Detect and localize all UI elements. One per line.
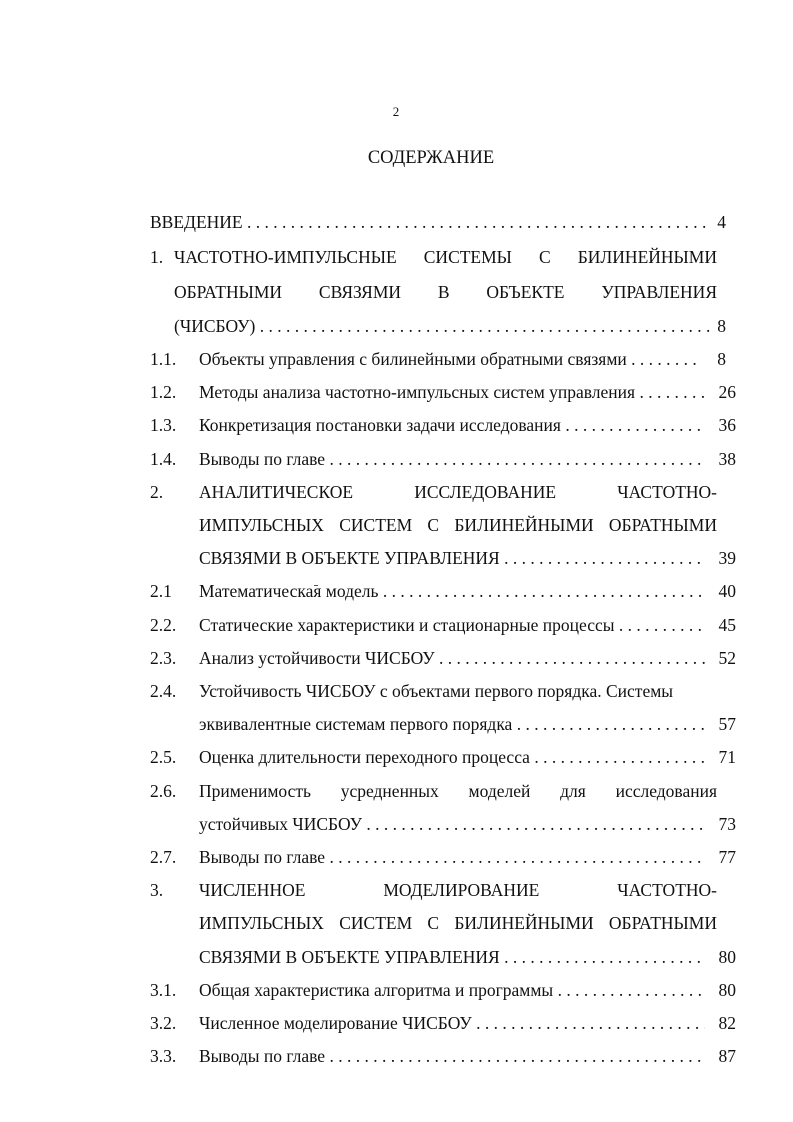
chapter-1-title-line1[interactable]: ЧАСТОТНО-ИМПУЛЬСНЫЕ СИСТЕМЫ С БИЛИНЕЙНЫМИ — [174, 247, 717, 267]
section-page: 45 — [718, 615, 736, 635]
section-number: 2.7. — [150, 847, 177, 867]
section-number: 2.6. — [150, 781, 177, 801]
section-number: 1.3. — [150, 415, 177, 435]
chapter-3-title-line1[interactable]: ЧИСЛЕННОЕ МОДЕЛИРОВАНИЕ ЧАСТОТНО- — [199, 880, 717, 900]
section-number: 2.5. — [150, 747, 177, 767]
chapter-1-page: 8 — [717, 316, 726, 336]
section-page: 82 — [718, 1013, 736, 1033]
chapter-2-page: 39 — [718, 548, 736, 568]
chapter-1-title-line2[interactable]: ОБРАТНЫМИ СВЯЗЯМИ В ОБЪЕКТЕ УПРАВЛЕНИЯ — [174, 282, 717, 302]
chapter-1-title-line3[interactable]: (ЧИСБОУ) . . . — [174, 315, 710, 337]
section-page: 80 — [718, 980, 736, 1000]
chapter-2-title-line3[interactable]: СВЯЗЯМИ В ОБЪЕКТЕ УПРАВЛЕНИЯ . . . — [199, 547, 705, 569]
toc-entry-2-6-line2[interactable]: устойчивых ЧИСБОУ . . . — [199, 813, 705, 835]
chapter-2-title-line1[interactable]: АНАЛИТИЧЕСКОЕ ИССЛЕДОВАНИЕ ЧАСТОТНО- — [199, 482, 717, 502]
toc-entry-1-4[interactable]: Выводы по главе . . . — [199, 448, 705, 470]
toc-entry-2-3[interactable]: Анализ устойчивости ЧИСБОУ . . . — [199, 647, 705, 669]
chapter-1-number: 1. — [150, 247, 164, 267]
section-page: 38 — [718, 449, 736, 469]
section-number: 2.2. — [150, 615, 177, 635]
toc-entry-2-4-line2[interactable]: эквивалентные системам первого порядка . . . — [199, 713, 705, 735]
toc-entry-3-3[interactable]: Выводы по главе . . . — [199, 1045, 705, 1067]
toc-entry-title: ВВЕДЕНИЕ . . . — [150, 212, 710, 232]
toc-entry-1-1[interactable]: Объекты управления с билинейными обратными связями . . . — [199, 348, 697, 370]
toc-heading: СОДЕРЖАНИЕ — [367, 148, 495, 168]
section-page: 26 — [718, 382, 736, 402]
section-page: 87 — [718, 1046, 736, 1066]
section-number: 1.4. — [150, 449, 177, 469]
section-number: 1.1. — [150, 349, 177, 369]
toc-entry-3-1[interactable]: Общая характеристика алгоритма и программы . . . — [199, 979, 705, 1001]
chapter-2-title-line2[interactable]: ИМПУЛЬСНЫХ СИСТЕМ С БИЛИНЕЙНЫМИ ОБРАТНЫМИ — [199, 515, 717, 535]
section-page: 52 — [718, 648, 736, 668]
toc-entry-2-1[interactable]: Математическая модель . . . — [199, 580, 705, 602]
toc-entry-2-6-line1[interactable]: Применимость усредненных моделей для исследования — [199, 781, 717, 801]
section-number: 3.3. — [150, 1046, 177, 1066]
section-number: 2.4. — [150, 681, 177, 701]
toc-entry-2-2[interactable]: Статические характеристики и стационарные процессы . . . — [199, 614, 705, 636]
toc-entry-2-5[interactable]: Оценка длительности переходного процесса . . . — [199, 746, 705, 768]
page-number: 2 — [392, 104, 400, 119]
chapter-2-number: 2. — [150, 482, 164, 502]
chapter-3-title-line3[interactable]: СВЯЗЯМИ В ОБЪЕКТЕ УПРАВЛЕНИЯ . . . — [199, 946, 705, 968]
toc-entry-2-4-line1[interactable]: Устойчивость ЧИСБОУ с объектами первого порядка. Системы — [199, 681, 674, 701]
toc-entry-1-3[interactable]: Конкретизация постановки задачи исследования . . . — [199, 414, 705, 436]
section-page: 71 — [718, 747, 736, 767]
section-page: 40 — [718, 581, 736, 601]
toc-entry-introduction[interactable] — [150, 211, 710, 233]
section-number: 3.1. — [150, 980, 177, 1000]
section-number: 1.2. — [150, 382, 177, 402]
section-number: 2.3. — [150, 648, 177, 668]
section-page: 77 — [718, 847, 736, 867]
section-page: 8 — [717, 349, 726, 369]
toc-entry-3-2[interactable]: Численное моделирование ЧИСБОУ . . . — [199, 1012, 705, 1034]
section-number: 3.2. — [150, 1013, 177, 1033]
section-page: 36 — [718, 415, 736, 435]
toc-entry-1-2[interactable]: Методы анализа частотно-импульсных систем управления . . . — [199, 381, 705, 403]
chapter-3-number: 3. — [150, 880, 164, 900]
toc-entry-2-7[interactable]: Выводы по главе . . . — [199, 846, 705, 868]
section-page: 73 — [718, 814, 736, 834]
chapter-3-page: 80 — [718, 947, 736, 967]
section-number: 2.1 — [150, 581, 172, 601]
chapter-3-title-line2[interactable]: ИМПУЛЬСНЫХ СИСТЕМ С БИЛИНЕЙНЫМИ ОБРАТНЫМИ — [199, 913, 717, 933]
toc-entry-page: 4 — [717, 212, 726, 232]
section-page: 57 — [718, 714, 736, 734]
